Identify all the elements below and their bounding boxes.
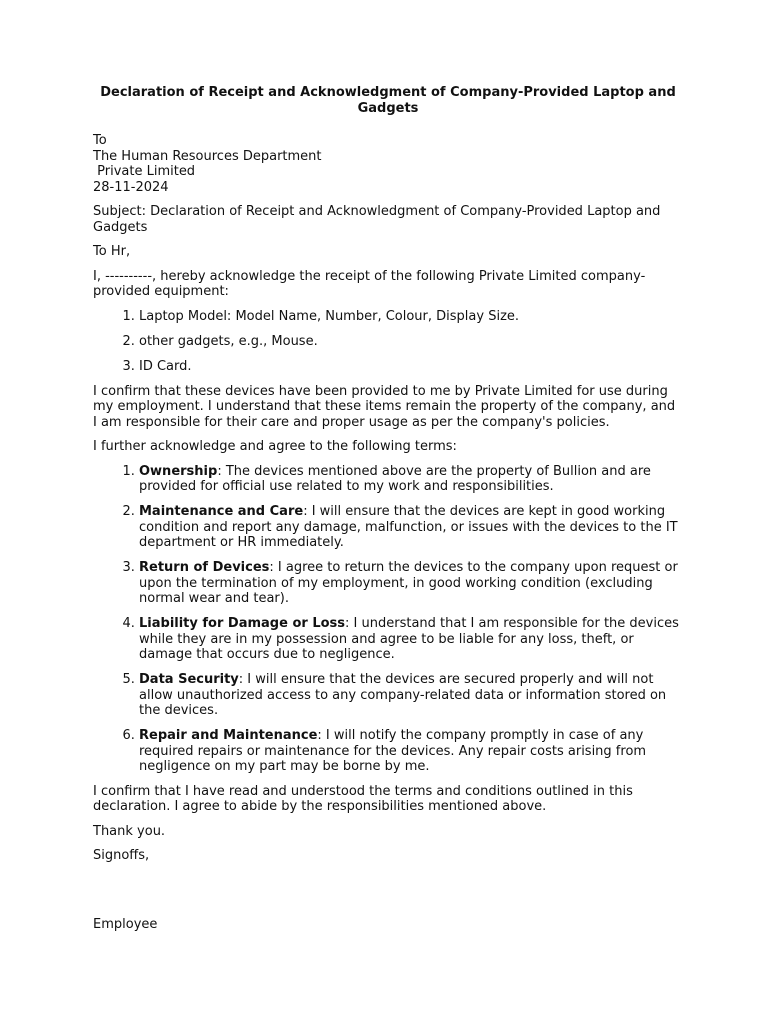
list-item: 1. Laptop Model: Model Name, Number, Colour, Display Size. — [139, 309, 683, 325]
term-heading: Data Security — [139, 672, 239, 687]
employee-signature-label: Employee — [93, 917, 158, 932]
confirm-paragraph: I confirm that these devices have been provided to me by Private Limited for use during my employment. I understand that these items remain the property of the company, and I am responsible for their care and proper usage as per the company's policies. — [93, 383, 676, 430]
closing-paragraph: I confirm that I have read and understood the terms and conditions outlined in this declaration. I agree to abide by the responsibilities mentioned above. — [93, 783, 633, 814]
document-title: Declaration of Receipt and Acknowledgment of Company-Provided Laptop and Gadgets — [100, 85, 676, 116]
list-item: 3. ID Card. — [139, 359, 683, 375]
list-item: 2. other gadgets, e.g., Mouse. — [139, 334, 683, 350]
intro-paragraph: I, ----------, hereby acknowledge the receipt of the following Private Limited company-provided equipment: — [93, 268, 646, 299]
thanks-line: Thank you. — [93, 823, 166, 839]
term-text: : I will ensure that the devices are secured properly and will not allow unauthorized access to any company-related data or information stored on the devices. — [139, 672, 667, 718]
address-block — [93, 133, 683, 195]
document-body — [93, 85, 683, 873]
subject-line: Subject: Declaration of Receipt and Acknowledgment of Company-Provided Laptop and Gadgets — [93, 204, 661, 235]
list-item — [139, 672, 683, 719]
list-item — [139, 464, 683, 495]
terms-intro: I further acknowledge and agree to the following terms: — [93, 439, 457, 454]
term-text: : I agree to return the devices to the company upon request or upon the termination of my employment, in good working condition (excluding normal wear and tear). — [139, 560, 678, 606]
list-item — [139, 504, 683, 551]
address-department: The Human Resources Department — [93, 148, 322, 164]
term-heading: Ownership — [139, 463, 218, 479]
term-heading: Liability for Damage or Loss — [139, 616, 346, 631]
term-text: : The devices mentioned above are the property of Bullion and are provided for official use related to my work and responsibilities. — [139, 463, 651, 494]
address-company: Private Limited — [93, 164, 196, 179]
salutation: To Hr, — [93, 244, 131, 259]
term-text: : I will notify the company promptly in case of any required repairs or maintenance for the devices. Any repair costs arising from negligence on my part may be borne by me. — [139, 728, 647, 774]
term-heading: Return of Devices — [139, 560, 270, 575]
address-date: 28-11-2024 — [93, 179, 169, 195]
list-item — [139, 728, 683, 775]
term-heading: Repair and Maintenance — [139, 728, 318, 743]
equipment-list — [93, 309, 683, 375]
list-item — [139, 616, 683, 663]
term-heading: Maintenance and Care — [139, 504, 304, 519]
term-text: : I will ensure that the devices are kept in good working condition and report any damage, malfunction, or issues with the devices to the IT department or HR immediately. — [139, 504, 678, 550]
terms-list — [93, 464, 683, 775]
list-item — [139, 560, 683, 607]
term-text: : I understand that I am responsible for the devices while they are in my possession and agree to be liable for any loss, theft, or damage that occurs due to negligence. — [139, 616, 679, 662]
signoff-line: Signoffs, — [93, 848, 150, 863]
address-to: To — [93, 133, 107, 148]
